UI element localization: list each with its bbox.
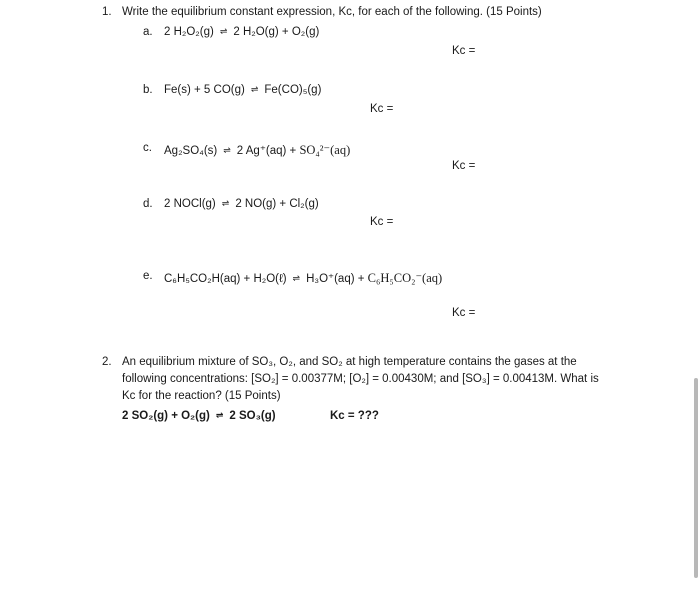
- q1d-equation: [164, 198, 319, 210]
- q1a-equation: [164, 26, 319, 38]
- q1a-kc: Kc =: [452, 45, 476, 57]
- q1d-reactants: 2 NOCl(g): [164, 198, 216, 210]
- q1e-products: H₃O⁺(aq) +: [306, 273, 368, 285]
- q2-products: 2 SO₃(g): [229, 410, 276, 422]
- equilibrium-arrow-icon: ⇌: [219, 26, 228, 36]
- equilibrium-arrow-icon: ⇌: [221, 198, 230, 208]
- q1c-kc: Kc =: [452, 160, 476, 172]
- q1d-label: d.: [143, 198, 153, 210]
- q2-text-line1: An equilibrium mixture of SO₃, O₂, and SO₂ at high temperature contains the gases at the: [122, 356, 577, 368]
- q1a-products: 2 H₂O(g) + O₂(g): [233, 26, 320, 38]
- q2-text-line2: following concentrations: [SO₂] = 0.00377M; [O₂] = 0.00430M; and [SO₃] = 0.00413M. What is: [122, 373, 599, 385]
- q1-number: 1.: [102, 6, 112, 18]
- q2-text-line3: Kc for the reaction? (15 Points): [122, 390, 281, 402]
- q1e-benzoate-ion: C₆H₅CO₂⁻(aq): [367, 271, 443, 285]
- q1d-products: 2 NO(g) + Cl₂(g): [235, 198, 319, 210]
- q2-reactants: 2 SO₂(g) + O₂(g): [122, 410, 210, 422]
- scrollbar-thumb[interactable]: [694, 378, 698, 578]
- q1a-reactants: 2 H₂O₂(g): [164, 26, 214, 38]
- equilibrium-arrow-icon: ⇌: [292, 273, 301, 283]
- q1b-reactants: Fe(s) + 5 CO(g): [164, 84, 245, 96]
- q1c-equation: [164, 142, 350, 158]
- q2-kc: Kc = ???: [330, 410, 379, 422]
- equilibrium-arrow-icon: ⇌: [250, 84, 259, 94]
- q1c-products: 2 Ag⁺(aq) +: [236, 145, 300, 157]
- q1b-products: Fe(CO)₅(g): [264, 84, 322, 96]
- q2-reaction: [122, 410, 276, 422]
- q1e-kc: Kc =: [452, 307, 476, 319]
- q1d-kc: Kc =: [370, 216, 394, 228]
- q1a-label: a.: [143, 26, 153, 38]
- q1c-sulfate-ion: SO₄²⁻(aq): [299, 143, 351, 157]
- equilibrium-arrow-icon: ⇌: [215, 410, 224, 420]
- q1e-equation: [164, 270, 442, 286]
- q1b-kc: Kc =: [370, 103, 394, 115]
- q1e-reactants: C₆H₅CO₂H(aq) + H₂O(ℓ): [164, 273, 287, 285]
- q1c-label: c.: [143, 142, 152, 154]
- q1c-reactants: Ag₂SO₄(s): [164, 145, 218, 157]
- q2-number: 2.: [102, 356, 112, 368]
- q1b-label: b.: [143, 84, 153, 96]
- q1-prompt: Write the equilibrium constant expression, Kc, for each of the following. (15 Points): [122, 6, 542, 18]
- q1e-label: e.: [143, 270, 153, 282]
- equilibrium-arrow-icon: ⇌: [223, 145, 231, 155]
- q1b-equation: [164, 84, 321, 96]
